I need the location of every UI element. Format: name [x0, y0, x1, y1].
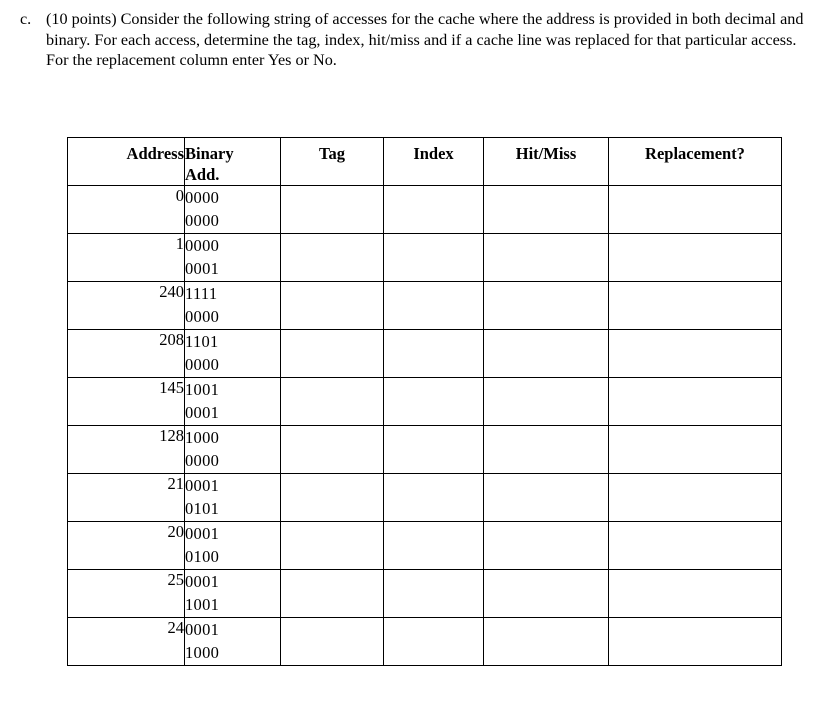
table-row: [68, 474, 782, 522]
hit-miss-cell[interactable]: [484, 186, 609, 234]
table-row: [68, 618, 782, 666]
hit-miss-cell[interactable]: [484, 234, 609, 282]
binary-cell: [185, 378, 281, 426]
index-cell[interactable]: [384, 186, 484, 234]
problem-text: (10 points) Consider the following string of accesses for the cache where the address is provided in both decimal and binary. For each access, determine the tag, index, hit/miss and if a cache line was replaced for that particular access. For the replacement column enter Yes or No.: [46, 10, 804, 69]
binary-high-nibble: 1101: [185, 332, 219, 351]
index-cell[interactable]: [384, 570, 484, 618]
index-cell[interactable]: [384, 522, 484, 570]
header-binary-line1: Binary: [185, 144, 234, 163]
replacement-cell[interactable]: [609, 186, 782, 234]
cache-access-table: [67, 137, 782, 666]
tag-cell[interactable]: [281, 186, 384, 234]
header-binary-line2: Add.: [185, 165, 220, 184]
tag-cell[interactable]: [281, 522, 384, 570]
binary-low-nibble: 0000: [185, 307, 220, 326]
binary-low-nibble: 0001: [185, 259, 220, 278]
index-cell[interactable]: [384, 330, 484, 378]
index-cell[interactable]: [384, 234, 484, 282]
binary-cell: [185, 186, 281, 234]
binary-low-nibble: 0101: [185, 499, 220, 518]
tag-cell[interactable]: [281, 618, 384, 666]
index-cell[interactable]: [384, 618, 484, 666]
index-cell[interactable]: [384, 378, 484, 426]
table-row: [68, 330, 782, 378]
hit-miss-cell[interactable]: [484, 426, 609, 474]
hit-miss-cell[interactable]: [484, 570, 609, 618]
binary-high-nibble: 0001: [185, 572, 220, 591]
replacement-cell[interactable]: [609, 570, 782, 618]
address-cell: 145: [68, 378, 185, 426]
binary-low-nibble: 1000: [185, 643, 220, 662]
hit-miss-cell[interactable]: [484, 330, 609, 378]
binary-cell: [185, 426, 281, 474]
binary-low-nibble: 0000: [185, 211, 220, 230]
binary-high-nibble: 1111: [185, 284, 218, 303]
problem-statement: [20, 9, 810, 71]
header-tag: Tag: [281, 138, 384, 186]
tag-cell[interactable]: [281, 330, 384, 378]
binary-high-nibble: 1000: [185, 428, 220, 447]
replacement-cell[interactable]: [609, 234, 782, 282]
index-cell[interactable]: [384, 282, 484, 330]
binary-cell: [185, 282, 281, 330]
replacement-cell[interactable]: [609, 378, 782, 426]
table-row: [68, 426, 782, 474]
hit-miss-cell[interactable]: [484, 282, 609, 330]
address-cell: 1: [68, 234, 185, 282]
binary-low-nibble: 1001: [185, 595, 220, 614]
table-row: [68, 378, 782, 426]
tag-cell[interactable]: [281, 570, 384, 618]
address-cell: 208: [68, 330, 185, 378]
binary-high-nibble: 0001: [185, 620, 220, 639]
replacement-cell[interactable]: [609, 522, 782, 570]
binary-cell: [185, 234, 281, 282]
binary-low-nibble: 0100: [185, 547, 220, 566]
binary-cell: [185, 618, 281, 666]
address-cell: 128: [68, 426, 185, 474]
header-replacement: Replacement?: [609, 138, 782, 186]
hit-miss-cell[interactable]: [484, 618, 609, 666]
binary-low-nibble: 0000: [185, 355, 220, 374]
table-row: [68, 570, 782, 618]
address-cell: 20: [68, 522, 185, 570]
index-cell[interactable]: [384, 474, 484, 522]
header-hit-miss: Hit/Miss: [484, 138, 609, 186]
replacement-cell[interactable]: [609, 282, 782, 330]
binary-high-nibble: 0001: [185, 524, 220, 543]
replacement-cell[interactable]: [609, 330, 782, 378]
binary-high-nibble: 0000: [185, 236, 220, 255]
address-cell: 240: [68, 282, 185, 330]
table-row: [68, 522, 782, 570]
tag-cell[interactable]: [281, 426, 384, 474]
binary-high-nibble: 0000: [185, 188, 220, 207]
binary-cell: [185, 330, 281, 378]
table-row: [68, 186, 782, 234]
table-row: [68, 282, 782, 330]
header-index: Index: [384, 138, 484, 186]
hit-miss-cell[interactable]: [484, 522, 609, 570]
replacement-cell[interactable]: [609, 426, 782, 474]
binary-cell: [185, 570, 281, 618]
binary-low-nibble: 0000: [185, 451, 220, 470]
tag-cell[interactable]: [281, 474, 384, 522]
binary-low-nibble: 0001: [185, 403, 220, 422]
hit-miss-cell[interactable]: [484, 474, 609, 522]
address-cell: 21: [68, 474, 185, 522]
problem-label: c.: [20, 10, 32, 28]
binary-high-nibble: 1001: [185, 380, 220, 399]
header-binary: [185, 138, 281, 186]
hit-miss-cell[interactable]: [484, 378, 609, 426]
tag-cell[interactable]: [281, 378, 384, 426]
table-row: [68, 234, 782, 282]
binary-cell: [185, 522, 281, 570]
header-address: Address: [68, 138, 185, 186]
tag-cell[interactable]: [281, 234, 384, 282]
address-cell: 25: [68, 570, 185, 618]
index-cell[interactable]: [384, 426, 484, 474]
replacement-cell[interactable]: [609, 474, 782, 522]
address-cell: 24: [68, 618, 185, 666]
tag-cell[interactable]: [281, 282, 384, 330]
address-cell: 0: [68, 186, 185, 234]
binary-cell: [185, 474, 281, 522]
binary-high-nibble: 0001: [185, 476, 220, 495]
replacement-cell[interactable]: [609, 618, 782, 666]
table-header-row: [68, 138, 782, 186]
